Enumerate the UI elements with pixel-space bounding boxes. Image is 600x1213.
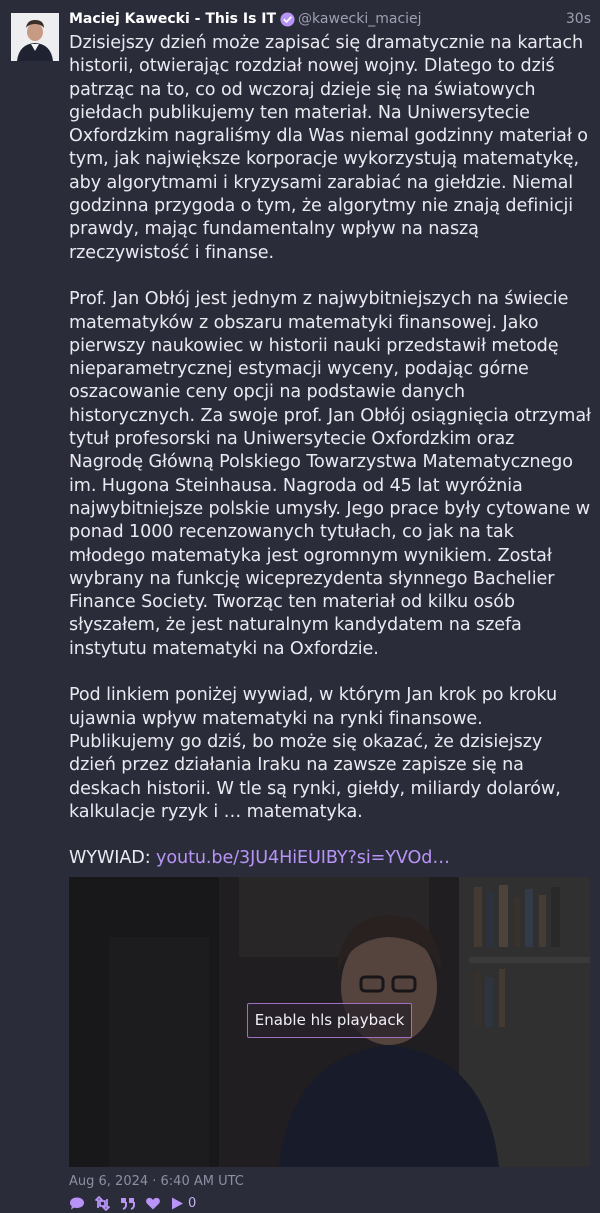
like-button[interactable] xyxy=(145,1196,161,1211)
tweet-text xyxy=(69,32,591,871)
views-count: 0 xyxy=(188,1196,197,1212)
author-name[interactable]: Maciej Kawecki - This Is IT xyxy=(69,11,277,27)
interview-line xyxy=(69,847,591,870)
play-icon xyxy=(170,1196,184,1211)
avatar-photo xyxy=(11,13,59,61)
tweet-paragraph-1: Dzisiejszy dzień może zapisać się dramatycznie na kartach historii, otwierając rozdział nowej wojny. Dlatego to dziś patrząc na to, co od wczoraj dzieje się na światowych giełdach publikujemy ten materiał. Na Uniwersytecie Oxfordzkim nagraliśmy dla Was niemal godzinny materiał o tym, jak największe korporacje wykorzystują matematykę, aby algorytmami i kryzysami zarabiać na giełdzie. Niemal godzinna przygoda o tym, że algorytmy nie znają definicji prawdy, mając fundamentalny wpływ na naszą rzeczywistość i finanse. xyxy=(69,33,588,263)
quote-icon xyxy=(120,1196,136,1211)
retweet-icon xyxy=(94,1196,111,1211)
reply-button[interactable] xyxy=(69,1196,85,1211)
tweet-header xyxy=(69,8,591,30)
heart-icon xyxy=(145,1196,161,1211)
interview-link[interactable]: youtu.be/3JU4HiEUIBY?si=YVOd… xyxy=(156,848,450,869)
tweet-time[interactable]: 30s xyxy=(565,11,591,27)
video-player[interactable] xyxy=(69,877,590,1167)
views-button[interactable] xyxy=(170,1196,196,1211)
tweet-actions xyxy=(69,1195,591,1213)
retweet-button[interactable] xyxy=(94,1196,111,1211)
verified-icon xyxy=(280,12,295,27)
tweet-paragraph-2: Prof. Jan Obłój jest jednym z najwybitniejszych na świecie matematyków z obszaru matematyki finansowej. Jako pierwszy naukowiec w historii nauki przedstawił metodę nieparametrycznej estymacji wyceny, podając górne oszacowanie ceny opcji na podstawie danych historycznych. Za swoje prof. Jan Obłój osiągnięcia otrzymał tytuł profesorski na Uniwersytecie Oxfordzkim oraz Nagrodę Główną Polskiego Towarzystwa Matematycznego im. Hugona Steinhausa. Nagroda od 45 lat wyróżnia najwybitniejsze polskie umysły. Jego prace były cytowane w ponad 1000 recenzowanych tytułach, co jak na tak młodego matematyka jest ogromnym wynikiem. Został wybrany na funkcję wiceprezydenta słynnego Bachelier Finance Society. Tworząc ten materiał od kilku osób słyszałem, że jest naturalnym kandydatem na szefa instytutu matematyki na Oxfordzie. xyxy=(69,289,591,659)
quote-button[interactable] xyxy=(120,1196,136,1211)
avatar[interactable] xyxy=(11,13,59,61)
reply-icon xyxy=(69,1196,85,1211)
tweet-paragraph-3: Pod linkiem poniżej wywiad, w którym Jan krok po kroku ujawnia wpływ matematyki na rynki finansowe. Publikujemy go dziś, bo może się okazać, że dzisiejszy dzień przez działania Iraku na zawsze zapisze się na deskach historii. W tle są rynki, giełdy, miliardy dolarów, kalkulacje ryzyk i … matematyka. xyxy=(69,685,561,822)
interview-label: WYWIAD: xyxy=(69,848,151,869)
enable-hls-button[interactable]: Enable hls playback xyxy=(247,1003,412,1038)
tweet-date[interactable]: Aug 6, 2024 · 6:40 AM UTC xyxy=(69,1173,244,1189)
author-handle[interactable]: @kawecki_maciej xyxy=(298,11,422,27)
tweet-content xyxy=(69,8,591,1213)
